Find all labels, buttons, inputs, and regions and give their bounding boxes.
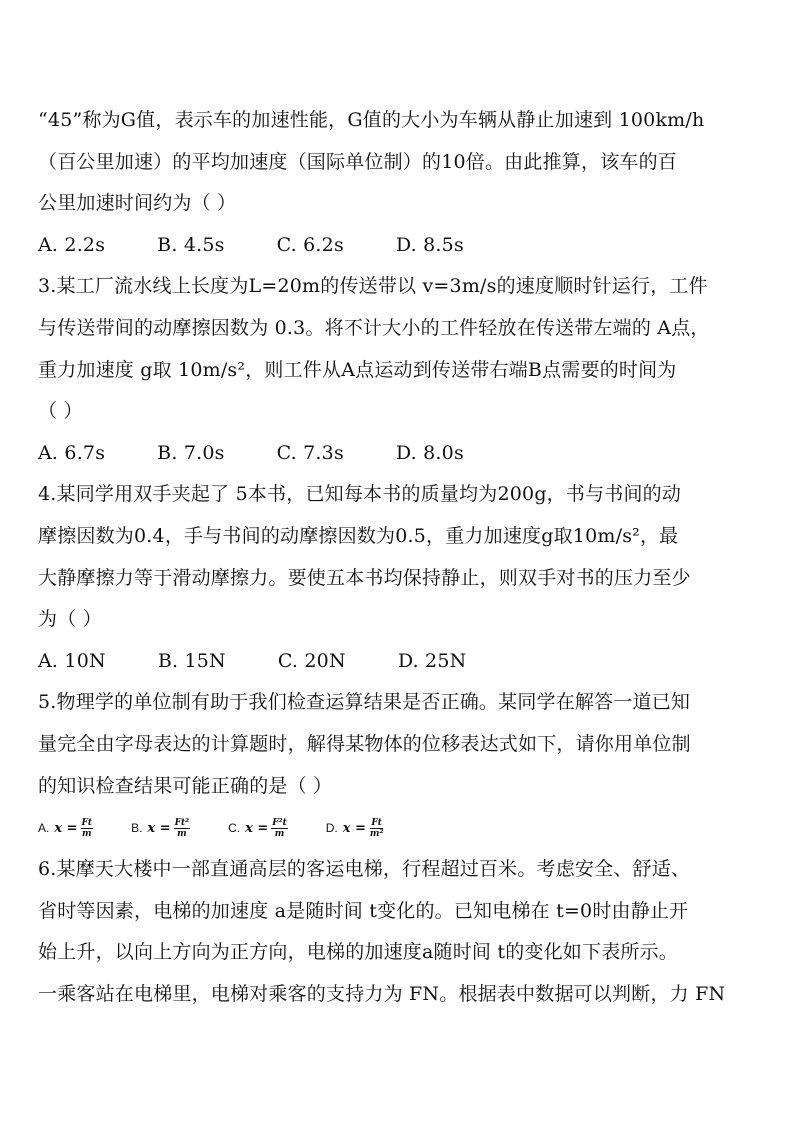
q2-text-line-3: 公里加速时间约为（ ） <box>38 192 237 215</box>
q3-text-line-2: 与传送带间的动摩擦因数为 0.3。将不计大小的工件轻放在传送带左端的 A点， <box>38 316 710 339</box>
q5-option-b-numerator: Ft² <box>174 817 190 828</box>
q4-text-line-3: 大静摩擦力等于滑动摩擦力。要使五本书均保持静止，则双手对书的压力至少 <box>38 566 691 589</box>
q5-option-d-label: D. <box>325 821 338 836</box>
q4-option-d: D. 25N <box>397 649 467 672</box>
q4-option-b: B. 15N <box>157 649 226 672</box>
q5-option-a-lhs: x = <box>54 820 78 836</box>
q2-option-b: B. 4.5s <box>157 233 225 256</box>
q5-formula-options <box>38 807 778 849</box>
q5-option-d-numerator: Ft <box>371 817 382 828</box>
q2-text-line-2: （百公里加速）的平均加速度（国际单位制）的10倍。由此推算，该车的百 <box>38 150 677 173</box>
q5-option-a-label: A. <box>38 821 50 836</box>
q5-option-b-fraction <box>174 818 191 839</box>
q5-option-b-lhs: x = <box>147 820 171 836</box>
q5-option-a-fraction <box>81 818 94 839</box>
q4-text-line-1: 4.某同学用双手夹起了 5本书，已知每本书的质量均为200g，书与书间的动 <box>38 483 682 506</box>
q3-options <box>38 433 778 475</box>
q5-option-a <box>38 818 93 839</box>
q3-option-b: B. 7.0s <box>157 441 225 464</box>
q5-option-d-denominator: m² <box>369 828 384 839</box>
q3-option-d: D. 8.0s <box>395 441 464 464</box>
q5-option-c-fraction <box>271 818 288 839</box>
q2-option-c: C. 6.2s <box>276 233 344 256</box>
q6-text-line-1: 6.某摩天大楼中一部直通高层的客运电梯，行程超过百米。考虑安全、舒适、 <box>38 858 691 881</box>
q2-options <box>38 225 778 267</box>
q5-option-a-numerator: Ft <box>81 817 93 828</box>
q3-text-line-4: （ ） <box>38 400 83 423</box>
q5-option-b-formula <box>147 818 190 839</box>
q5-option-c-numerator: F²t <box>272 817 287 828</box>
q5-option-a-denominator: m <box>82 828 92 839</box>
q5-option-d-lhs: x = <box>342 820 366 836</box>
q3-option-a: A. 6.7s <box>38 441 106 464</box>
q4-text-line-4: 为（ ） <box>38 608 102 631</box>
q5-text-line-2: 量完全由字母表达的计算题时，解得某物体的位移表达式如下，请你用单位制 <box>38 732 691 755</box>
q2-text-line-1: “45”称为G值，表示车的加速性能，G值的大小为车辆从静止加速到 100km/h <box>38 109 705 131</box>
q4-option-c: C. 20N <box>277 649 346 672</box>
q5-text-line-3: 的知识检查结果可能正确的是（ ） <box>38 774 333 797</box>
q5-option-c-lhs: x = <box>245 820 269 836</box>
q5-option-c-label: C. <box>228 821 241 836</box>
q6-text-line-3: 始上升，以向上方向为正方向，电梯的加速度a随时间 t的变化如下表所示。 <box>38 941 679 964</box>
q5-option-c-formula <box>245 818 288 839</box>
q5-option-d <box>326 818 385 839</box>
q5-option-c <box>228 818 288 839</box>
q6-text-line-2: 省时等因素，电梯的加速度 a是随时间 t变化的。已知电梯在 t=0时由静止开 <box>38 899 689 922</box>
q3-option-c: C. 7.3s <box>276 441 344 464</box>
q5-text-line-1: 5.物理学的单位制有助于我们检查运算结果是否正确。某同学在解答一道已知 <box>38 691 691 714</box>
q5-option-d-fraction <box>369 818 384 839</box>
q3-text-line-3: 重力加速度 g取 10m/s²，则工件从A点运动到传送带右端B点需要的时间为 <box>38 358 677 381</box>
q4-option-a: A. 10N <box>38 649 106 672</box>
exam-page <box>38 100 778 1015</box>
q5-option-b-denominator: m <box>177 828 187 839</box>
q5-option-d-formula <box>343 818 385 839</box>
q4-text-line-2: 摩擦因数为0.4，手与书间的动摩擦因数为0.5，重力加速度g取10m/s²，最 <box>38 524 679 547</box>
q2-option-a: A. 2.2s <box>38 233 106 256</box>
q6-text-line-4: 一乘客站在电梯里，电梯对乘客的支持力为 FN。根据表中数据可以判断，力 FN <box>38 982 726 1005</box>
q2-option-d: D. 8.5s <box>395 233 464 256</box>
q3-text-line-1: 3.某工厂流水线上长度为L=20m的传送带以 v=3m/s的速度顺时针运行，工件 <box>38 275 708 298</box>
q4-options <box>38 641 778 683</box>
q5-option-b-label: B. <box>131 821 143 836</box>
q5-option-c-denominator: m <box>274 828 285 839</box>
q5-option-b <box>131 818 190 839</box>
q5-option-a-formula <box>54 818 93 839</box>
